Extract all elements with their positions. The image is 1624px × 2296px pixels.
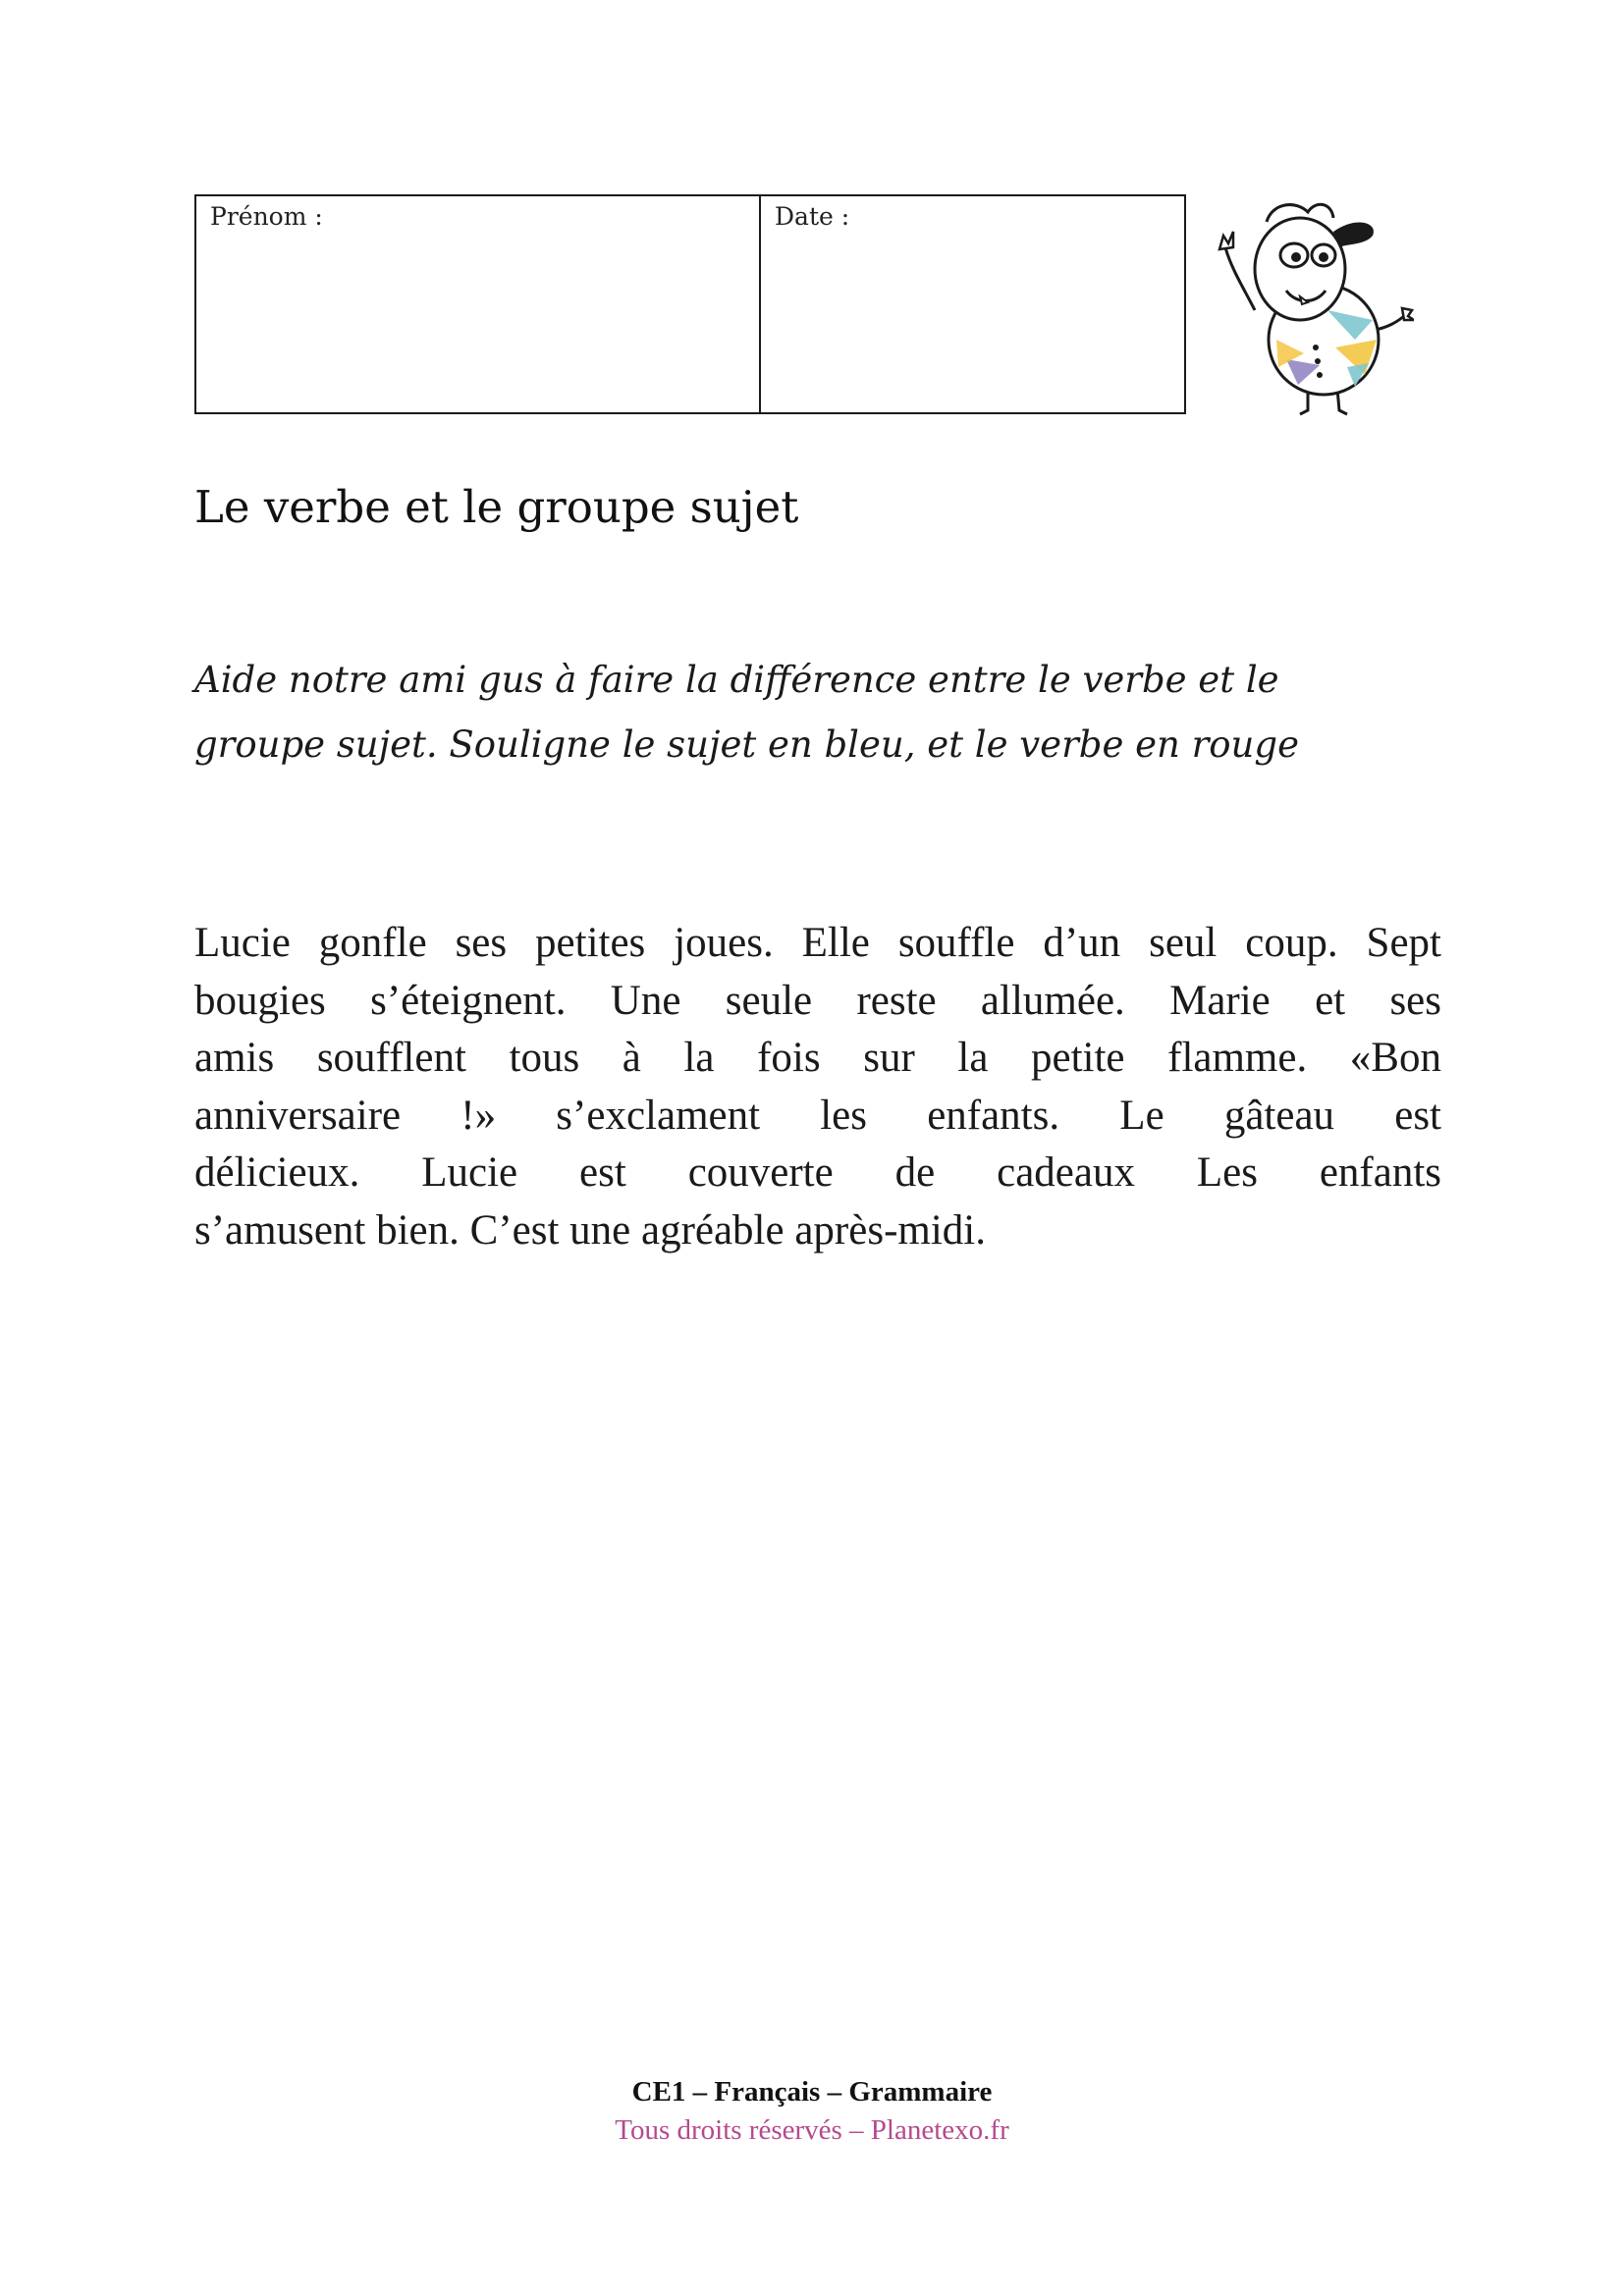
date-field[interactable] [761, 196, 1184, 412]
sheep-mascot-icon [1218, 192, 1414, 418]
instructions-line: groupe sujet. Souligne le sujet en bleu, et le verbe en rouge [194, 723, 1299, 766]
footer [0, 2073, 1624, 2150]
exercise-line: anniversaire !» s’exclament les enfants. Le gâteau est [194, 1092, 1441, 1139]
exercise-line: Lucie gonfle ses petites joues. Elle souffle d’un seul coup. Sept [194, 920, 1441, 966]
page-title: Le verbe et le groupe sujet [194, 481, 799, 533]
prenom-field[interactable] [196, 196, 761, 412]
footer-copyright: Tous droits réservés – Planetexo.fr [615, 2114, 1009, 2146]
prenom-label: Prénom : [210, 202, 323, 231]
exercise-paragraph [194, 915, 1441, 1259]
instructions [194, 648, 1471, 777]
date-label: Date : [775, 202, 850, 231]
exercise-line: s’amusent bien. C’est une agréable après-midi. [194, 1206, 986, 1254]
exercise-line: délicieux. Lucie est couverte de cadeaux Les enfants [194, 1149, 1441, 1196]
instructions-line: Aide notre ami gus à faire la différence entre le verbe et le [194, 659, 1279, 701]
footer-subject: CE1 – Français – Grammaire [631, 2076, 993, 2108]
exercise-line: bougies s’éteignent. Une seule reste allumée. Marie et ses [194, 977, 1441, 1024]
student-info-table [194, 194, 1186, 414]
exercise-line: amis soufflent tous à la fois sur la petite flamme. «Bon [194, 1035, 1441, 1081]
